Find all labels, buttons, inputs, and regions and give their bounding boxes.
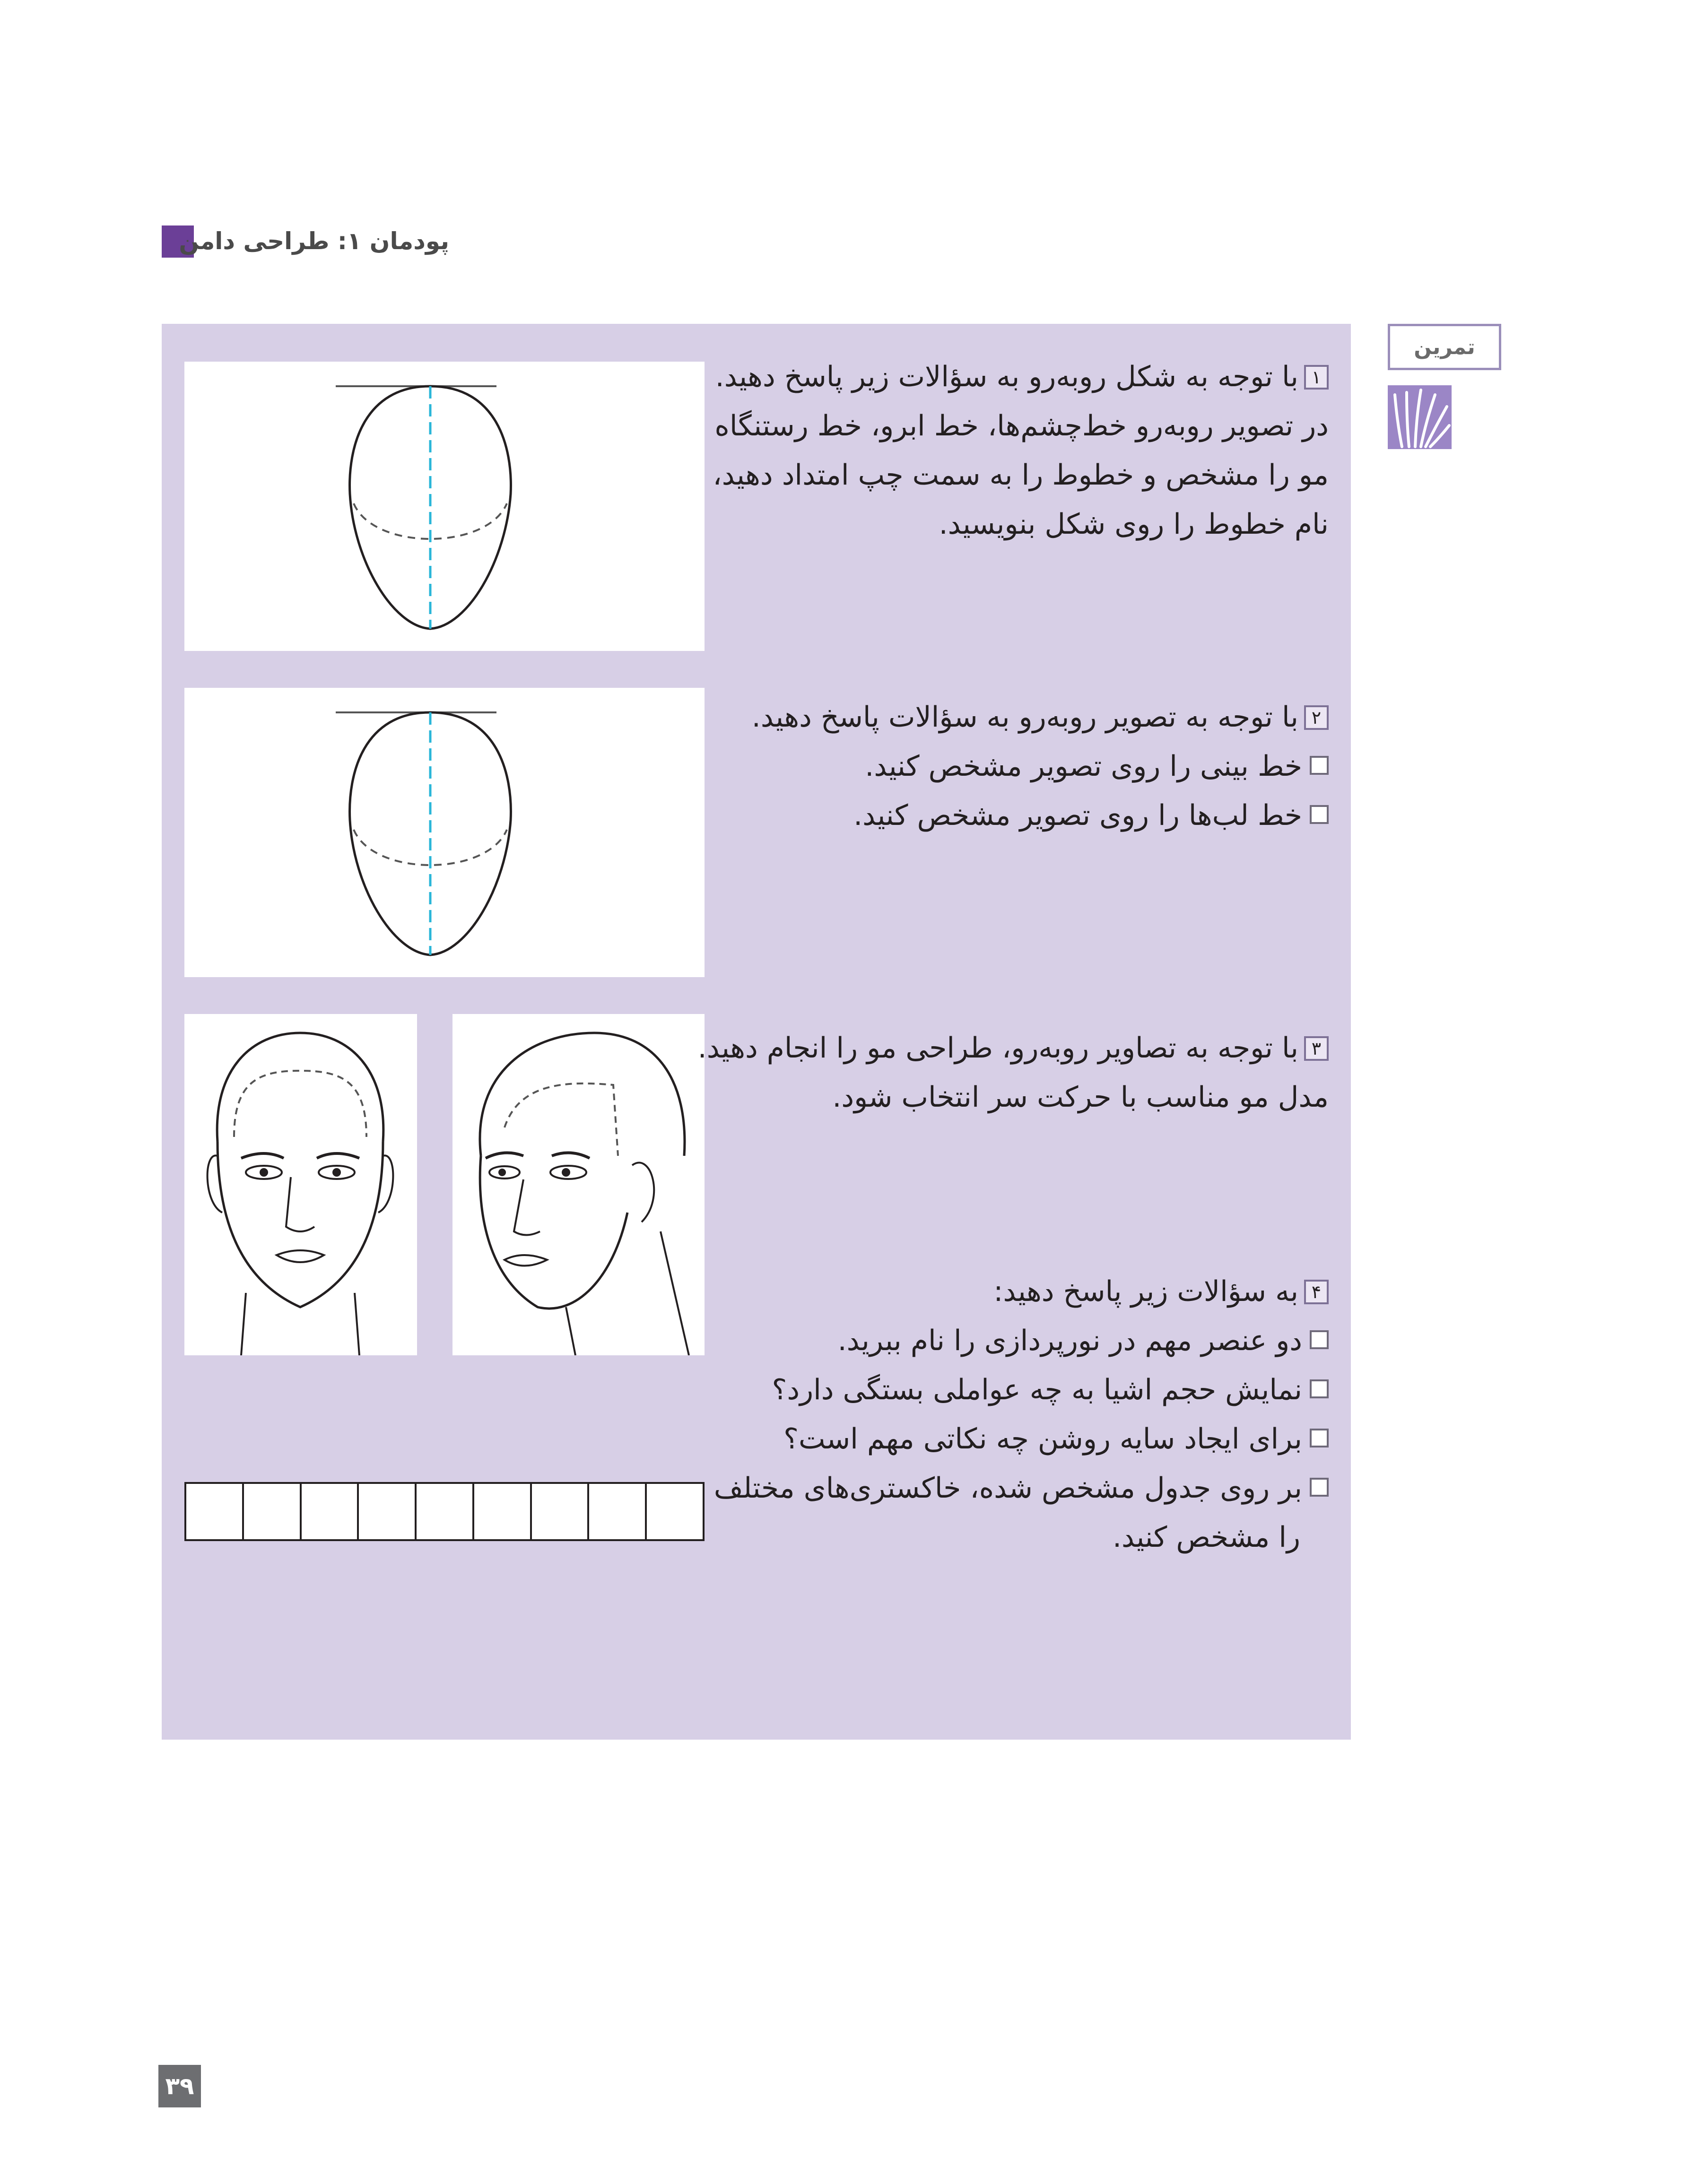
grid-cell[interactable] xyxy=(530,1484,588,1539)
page-number: ۳۹ xyxy=(158,2065,201,2107)
question-number: ۱ xyxy=(1304,365,1329,390)
question-line: ۱با توجه به شکل روبه‌رو به سؤالات زیر پاسخ دهید. xyxy=(705,352,1329,401)
grayscale-grid[interactable] xyxy=(184,1482,705,1541)
checklist-item[interactable]: دو عنصر مهم در نورپردازی را نام ببرید. xyxy=(705,1316,1329,1365)
checklist-item[interactable]: بر روی جدول مشخص شده، خاکستری‌های مختلف xyxy=(705,1464,1329,1513)
checklist-item[interactable]: خط بینی را روی تصویر مشخص کنید. xyxy=(705,742,1329,791)
grid-cell[interactable] xyxy=(472,1484,530,1539)
question-line: مو را مشخص و خطوط را به سمت چپ امتداد دهید، xyxy=(713,459,1329,492)
checkbox[interactable] xyxy=(1310,1429,1329,1447)
checklist-item[interactable]: برای ایجاد سایه روشن چه نکاتی مهم است؟ xyxy=(705,1414,1329,1464)
question-line: ۳با توجه به تصاویر روبه‌رو، طراحی مو را انجام دهید. xyxy=(705,1023,1329,1073)
face-front-figure xyxy=(184,1014,417,1355)
checklist-item[interactable]: خط لب‌ها را روی تصویر مشخص کنید. xyxy=(705,791,1329,840)
grid-cell[interactable] xyxy=(415,1484,472,1539)
checkbox[interactable] xyxy=(1310,1478,1329,1497)
grid-cell[interactable] xyxy=(587,1484,645,1539)
checkbox[interactable] xyxy=(1310,756,1329,775)
grid-cell[interactable] xyxy=(242,1484,300,1539)
question-2 xyxy=(705,693,1329,840)
checklist-item[interactable]: نمایش حجم اشیا به چه عواملی بستگی دارد؟ xyxy=(705,1365,1329,1414)
question-line: را مشخص کنید. xyxy=(1112,1521,1300,1554)
question-line: مدل مو مناسب با حرکت سر انتخاب شود. xyxy=(832,1081,1329,1114)
grid-cell[interactable] xyxy=(357,1484,415,1539)
exercise-badge: تمرین xyxy=(1388,324,1501,370)
question-number: ۲ xyxy=(1304,705,1329,730)
question-number: ۳ xyxy=(1304,1036,1329,1061)
header-title: پودمان ۱: طراحی دامن xyxy=(179,227,449,255)
face-three-quarter-figure xyxy=(452,1014,705,1355)
question-1 xyxy=(705,352,1329,549)
question-number: ۴ xyxy=(1304,1280,1329,1304)
checkbox[interactable] xyxy=(1310,805,1329,824)
grid-cell[interactable] xyxy=(300,1484,357,1539)
question-line: ۴به سؤالات زیر پاسخ دهید: xyxy=(705,1267,1329,1316)
grid-cell[interactable] xyxy=(186,1484,242,1539)
checkbox[interactable] xyxy=(1310,1379,1329,1398)
question-4 xyxy=(705,1267,1329,1562)
question-line: نام خطوط را روی شکل بنویسید. xyxy=(939,508,1329,541)
head-outline-figure-2 xyxy=(184,688,705,977)
grid-cell[interactable] xyxy=(645,1484,703,1539)
question-line: در تصویر روبه‌رو خط‌چشم‌ها، خط ابرو، خط رستنگاه xyxy=(714,409,1329,442)
head-outline-figure-1 xyxy=(184,362,705,651)
question-line: ۲با توجه به تصویر روبه‌رو به سؤالات پاسخ دهید. xyxy=(705,693,1329,742)
question-3 xyxy=(697,1023,1329,1122)
grass-icon xyxy=(1388,385,1452,449)
checkbox[interactable] xyxy=(1310,1330,1329,1349)
